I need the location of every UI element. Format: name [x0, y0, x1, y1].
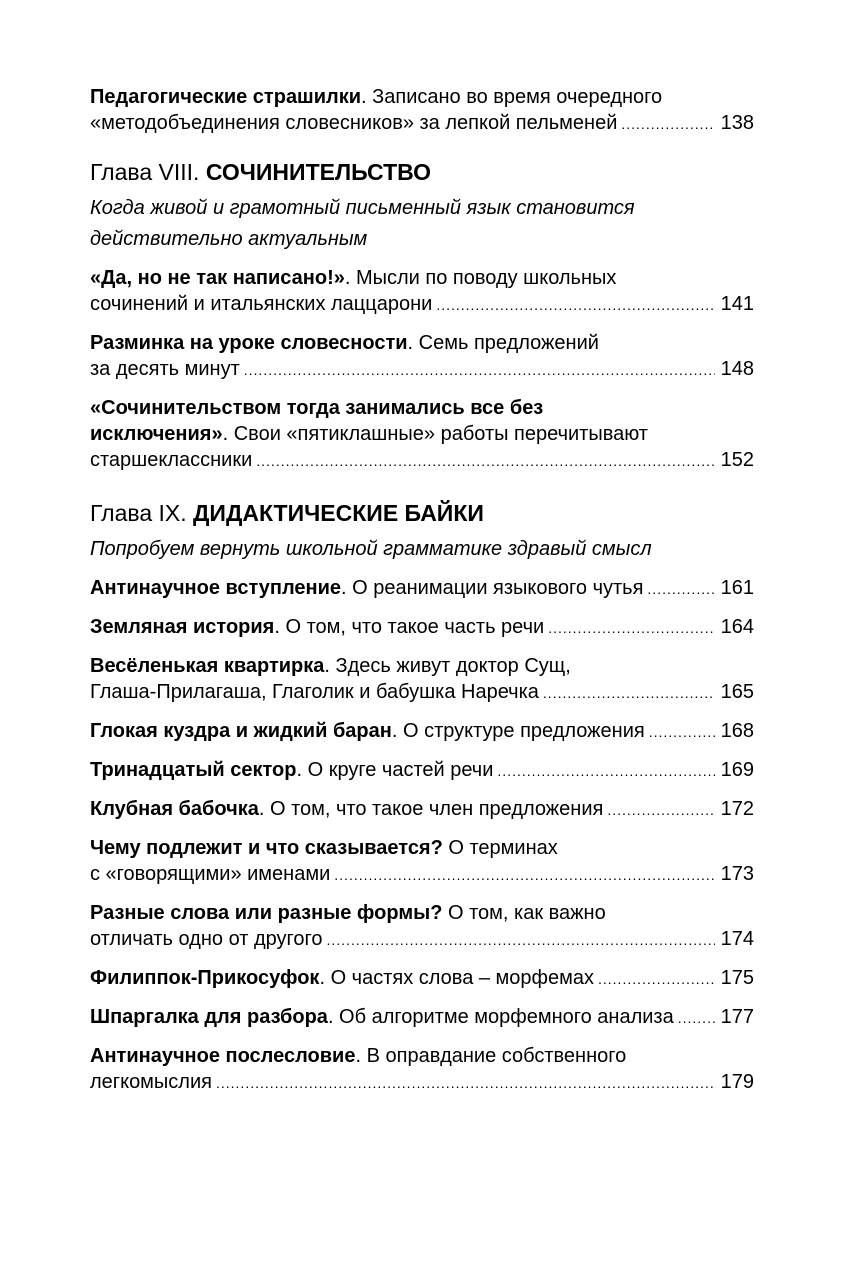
- entry-description-cont: за десять минут: [90, 358, 240, 380]
- chapter-title: СОЧИНИТЕЛЬСТВО: [205, 159, 432, 185]
- chapter-subtitle-9: Попробуем вернуть школьной грамматике здравый смысл: [90, 538, 652, 560]
- leader-dots: [216, 1070, 715, 1096]
- table-of-contents: [90, 84, 754, 1108]
- entry-title: «Сочинительством тогда занимались все без: [90, 397, 544, 419]
- chapter-heading-9[interactable]: [90, 498, 754, 528]
- chapter-title: ДИДАКТИЧЕСКИЕ БАЙКИ: [193, 500, 484, 526]
- page-number: 148: [720, 358, 754, 380]
- leader-dots: [497, 758, 714, 784]
- entry-description: . Здесь живут доктор Сущ,: [324, 655, 571, 677]
- entry-title: Антинаучное вступление: [90, 577, 342, 599]
- leader-dots: [327, 927, 715, 953]
- entry-description-cont: Глаша-Прилагаша, Глаголик и бабушка Наречка: [90, 681, 539, 703]
- entry-description: . Об алгоритме морфемного анализа: [327, 1006, 674, 1028]
- leader-dots: [436, 292, 714, 318]
- toc-entry[interactable]: [90, 395, 754, 474]
- entry-title: Весёленькая квартирка: [90, 655, 325, 677]
- page-number: 165: [720, 681, 754, 703]
- entry-description: О том, как важно: [442, 902, 606, 924]
- toc-entry[interactable]: [90, 796, 754, 823]
- page-number: 152: [720, 449, 754, 471]
- entry-description-cont: «методобъединения словесников» за лепкой пельменей: [90, 112, 618, 134]
- toc-entry[interactable]: [90, 965, 754, 992]
- page-number: 175: [720, 967, 754, 989]
- entry-title: Разминка на уроке словесности: [90, 332, 408, 354]
- entry-description: . Мысли по поводу школьных: [344, 267, 617, 289]
- entry-title: Шпаргалка для разбора: [90, 1006, 328, 1028]
- leader-dots: [256, 448, 714, 474]
- leader-dots: [244, 357, 715, 383]
- toc-entry[interactable]: [90, 330, 754, 383]
- entry-title: Глокая куздра и жидкий баран: [90, 720, 392, 742]
- chapter-subtitle-8: [90, 193, 754, 255]
- toc-entry[interactable]: [90, 757, 754, 784]
- toc-entry[interactable]: [90, 900, 754, 953]
- entry-description-cont: старшеклассники: [90, 449, 253, 471]
- leader-dots: [607, 797, 714, 823]
- page-number: 164: [720, 616, 754, 638]
- entry-description: . Семь предложений: [407, 332, 599, 354]
- entry-title: Тринадцатый сектор: [90, 759, 297, 781]
- entry-description: . Записано во время очередного: [361, 86, 663, 108]
- page-number: 168: [720, 720, 754, 742]
- leader-dots: [548, 615, 714, 641]
- entry-title: Педагогические страшилки: [90, 86, 362, 108]
- entry-description-cont: легкомыслия: [90, 1071, 212, 1093]
- chapter-subtitle-line: Когда живой и грамотный письменный язык становится: [90, 197, 635, 219]
- leader-dots: [647, 576, 714, 602]
- page-number: 169: [720, 759, 754, 781]
- entry-title: «Да, но не так написано!»: [90, 267, 345, 289]
- entry-description: . О частях слова – морфемах: [319, 967, 594, 989]
- page-number: 173: [720, 863, 754, 885]
- toc-entry[interactable]: [90, 835, 754, 888]
- toc-entry[interactable]: [90, 265, 754, 318]
- entry-description: . Свои «пятиклашные» работы перечитывают: [222, 423, 648, 445]
- entry-description: . О круге частей речи: [296, 759, 494, 781]
- entry-description-cont: с «говорящими» именами: [90, 863, 331, 885]
- toc-entry-pedagogical[interactable]: [90, 84, 754, 137]
- entry-description-cont: сочинений и итальянских лаццарони: [90, 293, 433, 315]
- leader-dots: [334, 862, 714, 888]
- chapter-prefix: Глава IX.: [90, 500, 194, 526]
- entry-title: Клубная бабочка: [90, 798, 259, 820]
- chapter-prefix: Глава VIII.: [90, 159, 206, 185]
- page-number: 172: [720, 798, 754, 820]
- entry-title: Разные слова или разные формы?: [90, 902, 443, 924]
- page-number: 161: [720, 577, 754, 599]
- page-number: 174: [720, 928, 754, 950]
- entry-description: . О реанимации языкового чутья: [341, 577, 644, 599]
- page-number: 179: [720, 1071, 754, 1093]
- entry-title: Земляная история: [90, 616, 275, 638]
- leader-dots: [649, 719, 715, 745]
- entry-title-cont: исключения»: [90, 423, 223, 445]
- leader-dots: [598, 966, 715, 992]
- toc-entry[interactable]: [90, 653, 754, 706]
- page-number: 177: [720, 1006, 754, 1028]
- page-number: 141: [720, 293, 754, 315]
- entry-description: . О том, что такое член предложения: [258, 798, 604, 820]
- leader-dots: [543, 680, 715, 706]
- page-number: 138: [720, 112, 754, 134]
- chapter-heading-8[interactable]: [90, 157, 754, 187]
- toc-entry[interactable]: [90, 614, 754, 641]
- entry-title: Чему подлежит и что сказывается?: [90, 837, 443, 859]
- entry-description: . В оправдание собственного: [355, 1045, 627, 1067]
- entry-description: . О структуре предложения: [391, 720, 645, 742]
- entry-description-cont: отличать одно от другого: [90, 928, 323, 950]
- toc-entry[interactable]: [90, 1004, 754, 1031]
- entry-title: Антинаучное послесловие: [90, 1045, 356, 1067]
- chapter-subtitle-line: действительно актуальным: [90, 228, 368, 250]
- toc-entry[interactable]: [90, 575, 754, 602]
- toc-entry[interactable]: [90, 1043, 754, 1096]
- entry-title: Филиппок-Прикосуфок: [90, 967, 320, 989]
- entry-description: . О том, что такое часть речи: [274, 616, 545, 638]
- leader-dots: [678, 1005, 715, 1031]
- entry-description: О терминах: [442, 837, 558, 859]
- leader-dots: [621, 111, 714, 137]
- toc-entry[interactable]: [90, 718, 754, 745]
